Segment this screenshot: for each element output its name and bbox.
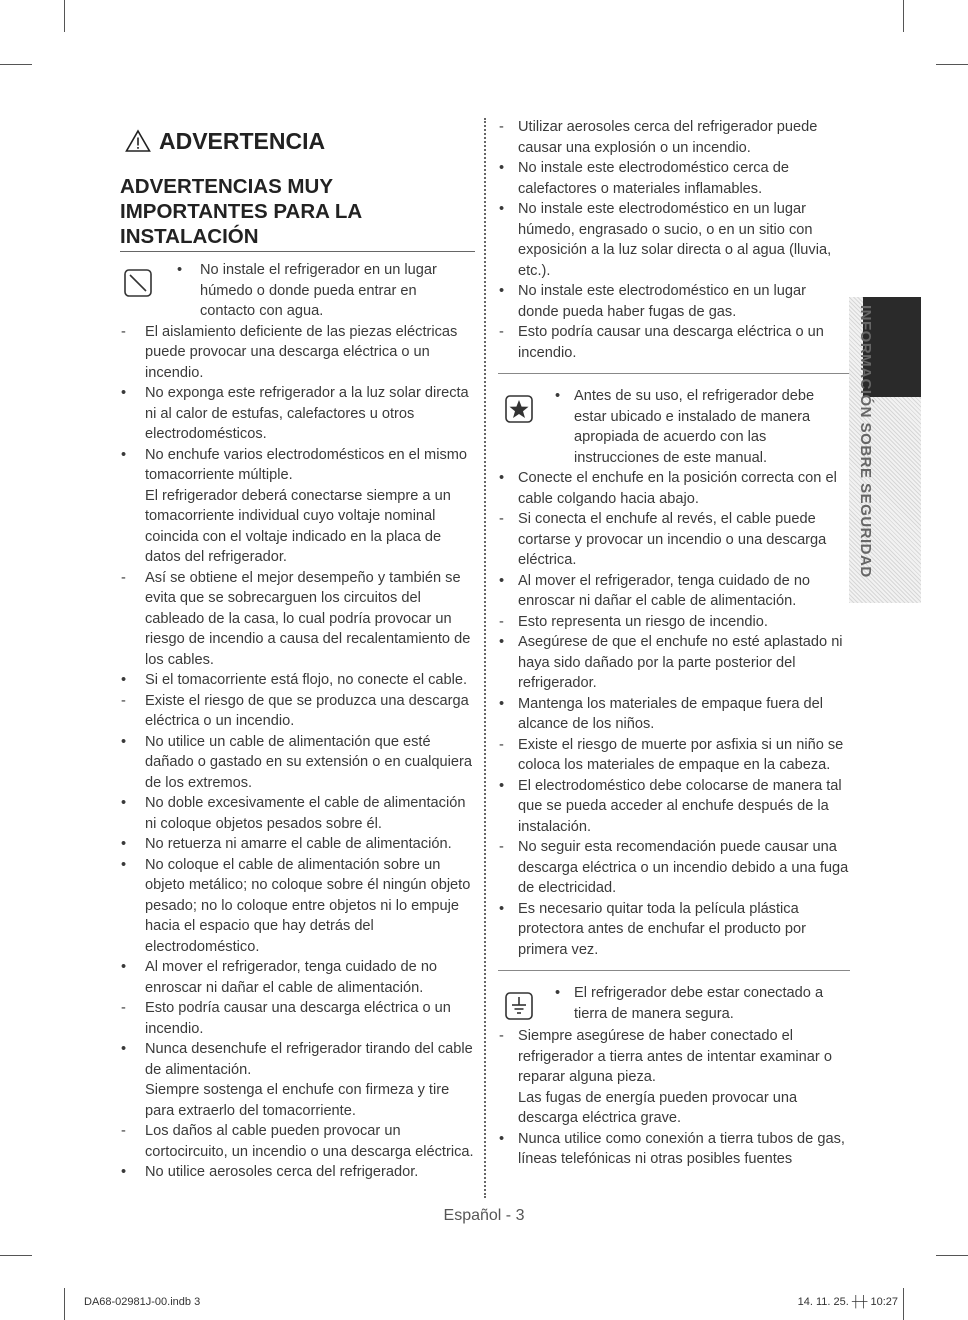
list-item [498,612,850,633]
list-marker: - [499,736,504,753]
list-item [498,735,850,776]
list-text: Es necesario quitar toda la película plástica protectora antes de enchufar el producto por primera vez. [518,900,807,958]
list-text: No coloque el cable de alimentación sobre un objeto metálico; no coloque sobre él ningún objeto pesado; no lo coloque entre objetos ni lo empuje hacia el espacio que hay detrás del electrodoméstico. [145,856,471,955]
note-block [120,260,475,322]
list-marker: • [499,470,505,486]
list-item [498,571,850,612]
list-text: Al mover el refrigerador, tenga cuidado de no enroscar ni dañar el cable de alimentación. [518,572,811,609]
list-item: • No instale el refrigerador en un lugar húmedo o donde pueda entrar en contacto con agua. [177,262,437,319]
list-item [498,468,850,509]
list-text: No retuerza ni amarre el cable de alimentación. [145,836,452,852]
list-item [120,957,475,998]
list-marker: - [121,692,126,709]
section-title: ADVERTENCIAS MUY IMPORTANTES PARA LA INSTALACIÓN [120,174,475,252]
crop-mark [0,64,32,65]
list-item [120,691,475,732]
list-marker: - [499,839,504,855]
list-marker: • [121,836,127,852]
list-marker: • [121,1164,127,1180]
list-item [498,694,850,735]
list-text: Esto podría causar una descarga eléctrica o un incendio. [518,324,824,361]
list-marker: - [499,511,504,527]
footer-timestamp: 14. 11. 25. ┼┼ 10:27 [797,1296,898,1308]
list-marker: • [499,900,505,917]
list-item [498,199,850,281]
page-number: Español - 3 [443,1207,525,1224]
note-items [554,983,850,1026]
right-list-2 [498,468,850,960]
list-text: Mantenga los materiales de empaque fuera del alcance de los niños. [518,695,824,732]
right-list-3 [498,1026,850,1170]
ground-icon [504,991,534,1021]
list-text: No doble excesivamente el cable de alimentación ni coloque objetos pesados sobre él. [145,795,466,832]
column-divider [484,118,486,1198]
list-text: No utilice un cable de alimentación que esté dañado o gastado en su extensión o en cualquiera de los extremos. [145,733,472,791]
left-column [120,125,475,1183]
warning-heading [125,125,475,157]
list-text: Si el tomacorriente está flojo, no conecte el cable. [145,672,468,688]
list-item [120,383,475,445]
list-marker: - [121,1123,126,1139]
note-block [498,386,850,468]
warning-title: ADVERTENCIA [159,127,326,154]
right-list-1 [498,117,850,363]
crop-mark [936,1255,968,1256]
note-block [498,983,850,1026]
list-marker: • [499,283,505,299]
list-text: No enchufe varios electrodomésticos en el mismo tomacorriente múltiple. El refrigerador deberá conectarse siempre a un tomacorriente individual cuyo voltaje nominal coincida con el voltaje indicado en la placa de datos del refrigerador. [145,446,468,565]
list-text: No instale este electrodoméstico en un lugar donde pueda haber fugas de gas. [518,283,806,320]
right-column [498,117,850,1170]
list-item [120,1162,475,1183]
crop-mark [0,1255,32,1256]
list-marker: • [121,385,127,401]
list-text: No exponga este refrigerador a la luz solar directa ni al calor de estufas, calefactores u otros electrodomésticos. [145,385,469,442]
list-text: Asegúrese de que el enchufe no esté aplastado ni haya sido dañado por la parte posterior del refrigerador. [518,634,843,691]
list-text: Existe el riesgo de que se produzca una descarga eléctrica o un incendio. [145,692,469,729]
list-marker: • [121,856,127,873]
list-marker: • [121,1041,127,1057]
list-text: Existe el riesgo de muerte por asfixia si un niño se coloca los materiales de empaque en la cabeza. [518,736,844,773]
list-text: Esto representa un riesgo de incendio. [518,613,768,630]
list-marker: • [499,695,505,712]
list-item [120,322,475,384]
list-marker: • [499,572,505,589]
list-text: No instale este electrodoméstico en un lugar húmedo, engrasado o sucio, o en un sitio con exposición a la luz solar directa o al agua (lluvia, etc.). [518,201,832,279]
list-item [498,322,850,363]
list-item [120,568,475,671]
list-marker: - [499,324,504,340]
list-item [120,855,475,958]
list-text: El aislamiento deficiente de las piezas eléctricas puede provocar una descarga eléctrica o un incendio. [145,323,458,381]
list-text: No utilice aerosoles cerca del refrigerador. [145,1164,419,1180]
list-marker: • [121,795,127,811]
list-marker: - [499,119,504,135]
list-text: Esto podría causar una descarga eléctrica o un incendio. [145,1000,451,1037]
list-item [498,509,850,571]
list-item [498,1129,850,1170]
list-item [120,732,475,794]
note-items [554,386,850,468]
crop-mark [64,1288,65,1320]
list-marker: - [121,1000,126,1016]
warning-triangle-icon [125,129,151,153]
list-marker: - [499,613,504,630]
footer-file: DA68-02981J-00.indb 3 [84,1296,201,1308]
list-marker: • [499,1130,505,1147]
crop-mark [903,0,904,32]
list-text: Nunca utilice como conexión a tierra tubos de gas, líneas telefónicas ni otras posibles fuentes [518,1130,845,1167]
crop-mark [903,1288,904,1320]
list-text: Si conecta el enchufe al revés, el cable puede cortarse y provocar un incendio o una descarga eléctrica. [518,511,827,568]
list-text: Utilizar aerosoles cerca del refrigerador puede causar una explosión o un incendio. [518,119,818,156]
crop-mark [936,64,968,65]
list-item [120,998,475,1039]
list-item [498,158,850,199]
left-list [120,322,475,1183]
section-side-tab [849,297,921,603]
list-item [498,117,850,158]
list-marker: • [499,634,505,650]
list-item: • El refrigerador debe estar conectado a tierra de manera segura. [555,985,824,1022]
list-text: El electrodoméstico debe colocarse de manera tal que se pueda acceder al enchufe después de la instalación. [518,777,842,835]
list-marker: • [499,201,505,217]
list-item [498,632,850,694]
list-item: • Antes de su uso, el refrigerador debe estar ubicado e instalado de manera apropiada de acuerdo con las instrucciones de este manual. [555,388,815,466]
list-item [120,670,475,691]
note-items [176,260,475,322]
list-item [120,1121,475,1162]
separator [498,970,850,971]
list-item [120,1039,475,1121]
list-marker: • [121,733,127,750]
crop-mark [64,0,65,32]
list-marker: • [499,777,505,794]
list-text: Al mover el refrigerador, tenga cuidado de no enroscar ni dañar el cable de alimentación. [145,959,438,996]
list-marker: • [121,959,127,975]
list-marker: • [121,446,127,463]
list-item [498,776,850,838]
list-text: Nunca desenchufe el refrigerador tirando del cable de alimentación. Siempre sostenga el enchufe con firmeza y tire para extraerlo del tomacorriente. [145,1041,473,1119]
list-item [498,1026,850,1129]
list-item [498,281,850,322]
list-marker: • [121,672,127,688]
list-text: Los daños al cable pueden provocar un cortocircuito, un incendio o una descarga eléctrica. [145,1123,474,1160]
list-item [498,837,850,899]
list-item [498,899,850,961]
star-box-icon [504,394,534,424]
list-text: Así se obtiene el mejor desempeño y también se evita que se sobrecarguen los circuitos del cableado de la casa, lo cual podría provocar un riesgo de incendio a causa del recalentamiento de los cables. [145,569,471,668]
list-marker: • [499,160,505,176]
list-marker: - [121,569,126,586]
list-text: Siempre asegúrese de haber conectado el refrigerador a tierra antes de intentar examinar o reparar alguna pieza. Las fugas de energía pueden provocar una descarga eléctrica grave. [518,1028,832,1126]
separator [498,373,850,374]
list-item [120,445,475,568]
side-tab-label: INFORMACIÓN SOBRE SEGURIDAD [857,305,874,578]
list-text: No seguir esta recomendación puede causar una descarga eléctrica o un incendio debido a una fuga de electricidad. [518,839,849,896]
list-marker: - [499,1028,504,1044]
list-marker: - [121,323,126,340]
list-text: Conecte el enchufe en la posición correcta con el cable colgando hacia abajo. [518,470,837,507]
list-item [120,793,475,834]
list-item [120,834,475,855]
list-text: No instale este electrodoméstico cerca de calefactores o materiales inflamables. [518,160,789,197]
no-symbol-icon [123,268,153,298]
